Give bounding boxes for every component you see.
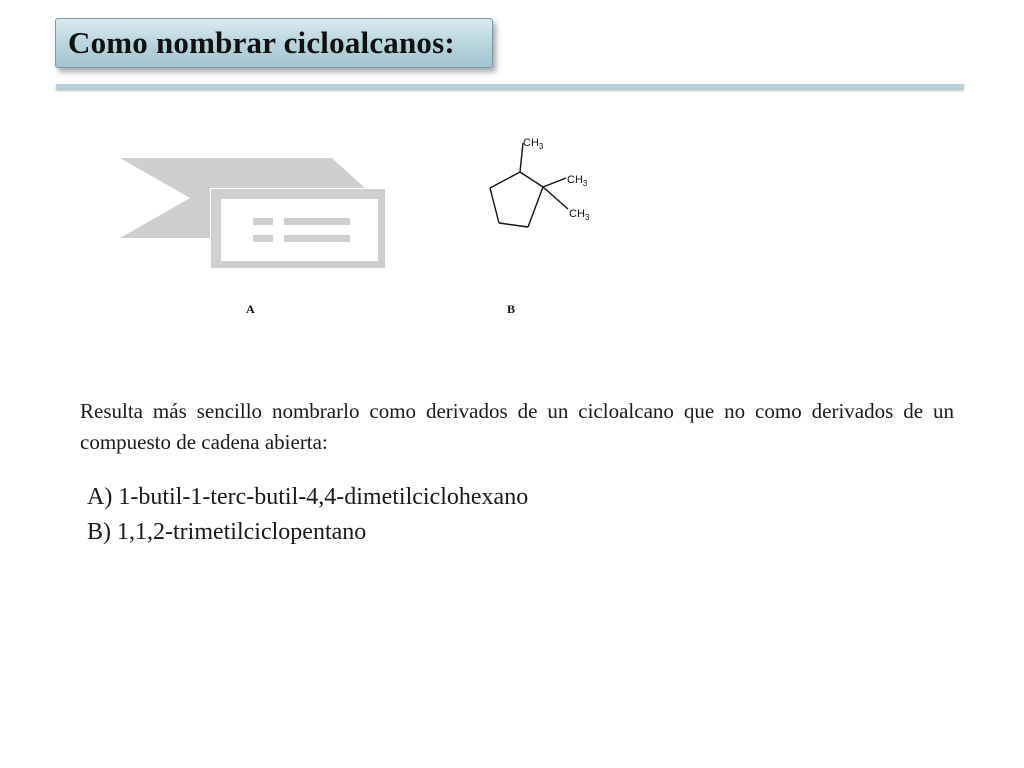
figure-label-a: A [246,302,255,316]
placeholder-line [253,218,273,225]
placeholder-frame [216,194,383,266]
image-placeholder-icon [120,158,385,268]
figure-label-b: B [507,302,516,316]
methyl-label: $CH_3$ [567,174,588,188]
placeholder-line [284,235,350,242]
methyl-label: $CH_3$ [523,137,544,151]
cyclopentane-ring [490,172,543,227]
slide-title: Como nombrar cicloalcanos: [68,25,455,60]
title-box [55,18,493,68]
placeholder-line [253,235,273,242]
molecule-b-structure [470,128,620,238]
answer-a: A) 1-butil-1-terc-butil-4,4-dimetilciclohexano [87,484,529,510]
title-divider [56,84,964,89]
methyl-label: $CH_3$ [569,208,590,222]
answer-list [87,480,528,550]
answer-b: B) 1,1,2-trimetilciclopentano [87,519,367,545]
body-paragraph: Resulta más sencillo nombrarlo como derivados de un cicloalcano que no como derivados de un compuesto de cadena abierta: [80,399,954,454]
placeholder-line [284,218,350,225]
